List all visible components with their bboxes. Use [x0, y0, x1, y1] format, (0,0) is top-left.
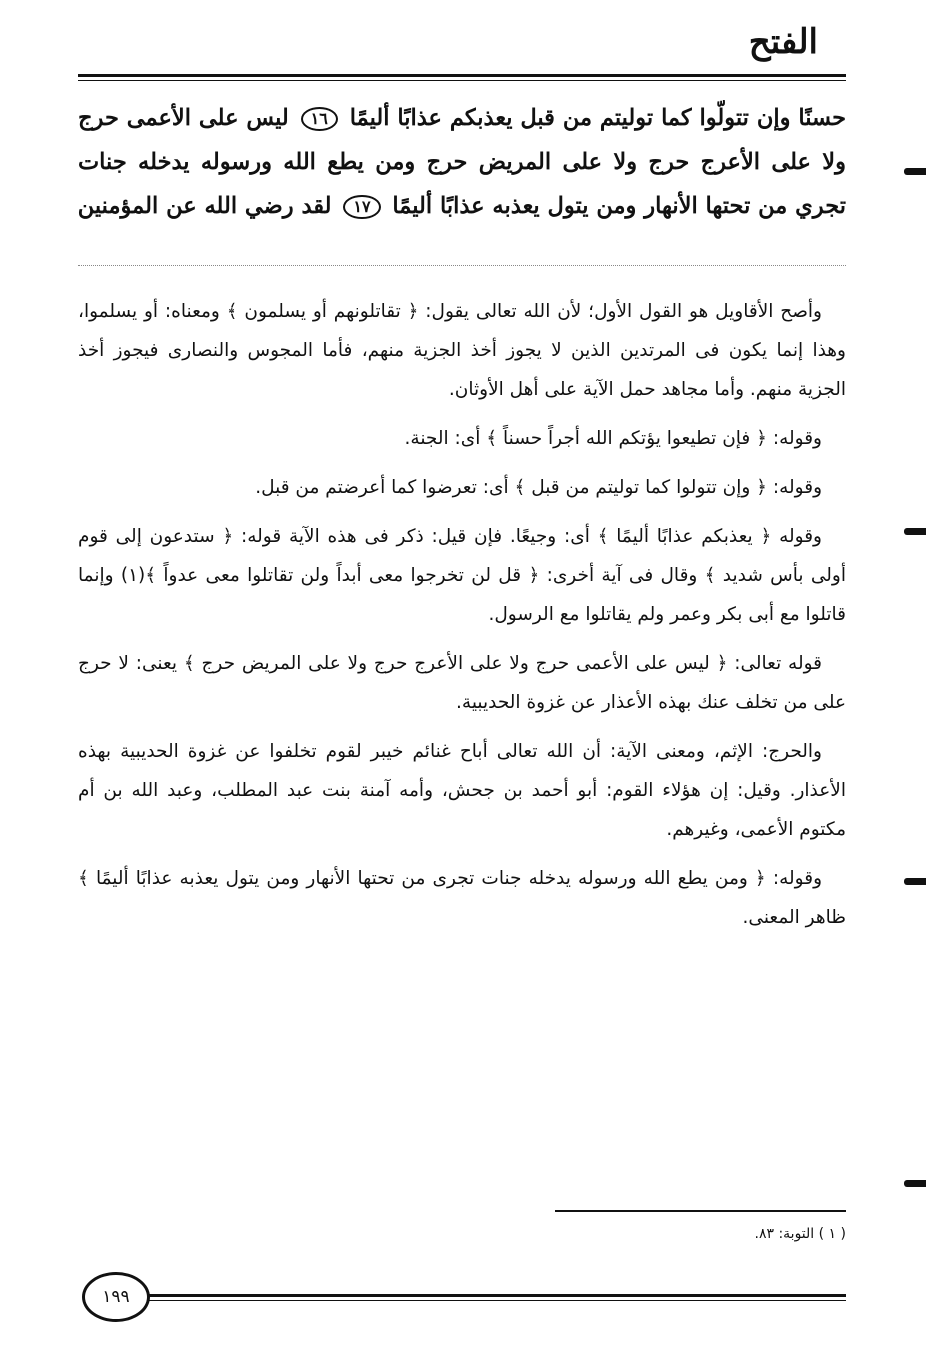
paragraph: وقوله: ﴿ ومن يطع الله ورسوله يدخله جنات تجرى من تحتها الأنهار ومن يتول يعذبه عذابًا أليمًا ﴾ ظاهر المعنى. [78, 868, 846, 928]
edge-tab-mark [904, 878, 926, 885]
paragraph: قوله تعالى: ﴿ ليس على الأعمى حرج ولا على الأعرج حرج ولا على المريض حرج ﴾ يعنى: لا حرج على من تخلف عنك بهذه الأعذار عن غزوة الحديبية. [78, 653, 846, 713]
edge-tab-mark [904, 168, 926, 175]
commentary-text [78, 292, 846, 947]
paragraph: وأصح الأقاويل هو القول الأول؛ لأن الله تعالى يقول: ﴿ تقاتلونهم أو يسلمون ﴾ ومعناه: أو يسلموا، وهذا إنما يكون فى المرتدين الذين لا يجوز أخذ الجزية منهم، فأما المجوس والنصارى فيجوز أخذ الجزية منهم. وأما مجاهد حمل الآية على أهل الأوثان. [78, 301, 846, 400]
surah-title: الفتح [748, 22, 818, 62]
edge-tab-mark [904, 1180, 926, 1187]
header-rule-thick [78, 74, 846, 77]
quran-verses [78, 96, 846, 228]
paragraph: وقوله ﴿ يعذبكم عذابًا أليمًا ﴾ أى: وجيعًا. فإن قيل: ذكر فى هذه الآية قوله: ﴿ ستدعون إلى قوم أولى بأس شديد ﴾ وقال فى آية أخرى: ﴿ قل لن تخرجوا معى أبداً ولن تقاتلوا معى عدواً ﴾(١) وإنما قاتلوا مع أبى بكر وعمر ولم يقاتلوا مع الرسول. [78, 526, 846, 625]
quran-line: ولا على الأعرج حرج ولا على المريض حرج ومن يطع الله ورسوله يدخله جنات [78, 149, 846, 175]
quran-line: تجري من تحتها الأنهار ومن يتول يعذبه عذابًا أليمًا ١٧ لقد رضي الله عن المؤمنين [77, 193, 846, 219]
ayah-number-marker: ١٧ [343, 195, 380, 219]
paragraph: وقوله: ﴿ فإن تطيعوا يؤتكم الله أجراً حسناً ﴾ أى: الجنة. [404, 428, 822, 449]
footnote: ( ١ ) التوبة: ٨٣. [754, 1226, 846, 1242]
quran-line: حسنًا وإن تتولّوا كما توليتم من قبل يعذبكم عذابًا أليمًا ١٦ ليس على الأعمى حرج [78, 105, 846, 131]
edge-tab-mark [904, 528, 926, 535]
footer-rule-thin [130, 1300, 846, 1301]
paragraph: وقوله: ﴿ وإن تتولوا كما توليتم من قبل ﴾ أى: تعرضوا كما أعرضتم من قبل. [255, 477, 822, 498]
paragraph: والحرج: الإثم، ومعنى الآية: أن الله تعالى أباح غنائم خيبر لقوم تخلفوا عن غزوة الحديبية بهذه الأعذار. وقيل: إن هؤلاء القوم: أبو أحمد بن جحش، وأمه آمنة بنت عبد المطلب، وعبد الله بن أم مكتوم الأعمى، وغيرهم. [78, 741, 846, 840]
footer-rule-thick [130, 1294, 846, 1297]
page-number: ١٩٩ [82, 1272, 150, 1322]
header-rule-thin [78, 80, 846, 81]
footnote-rule [555, 1210, 846, 1212]
verse-separator [78, 265, 846, 266]
ayah-number-marker: ١٦ [301, 107, 338, 131]
